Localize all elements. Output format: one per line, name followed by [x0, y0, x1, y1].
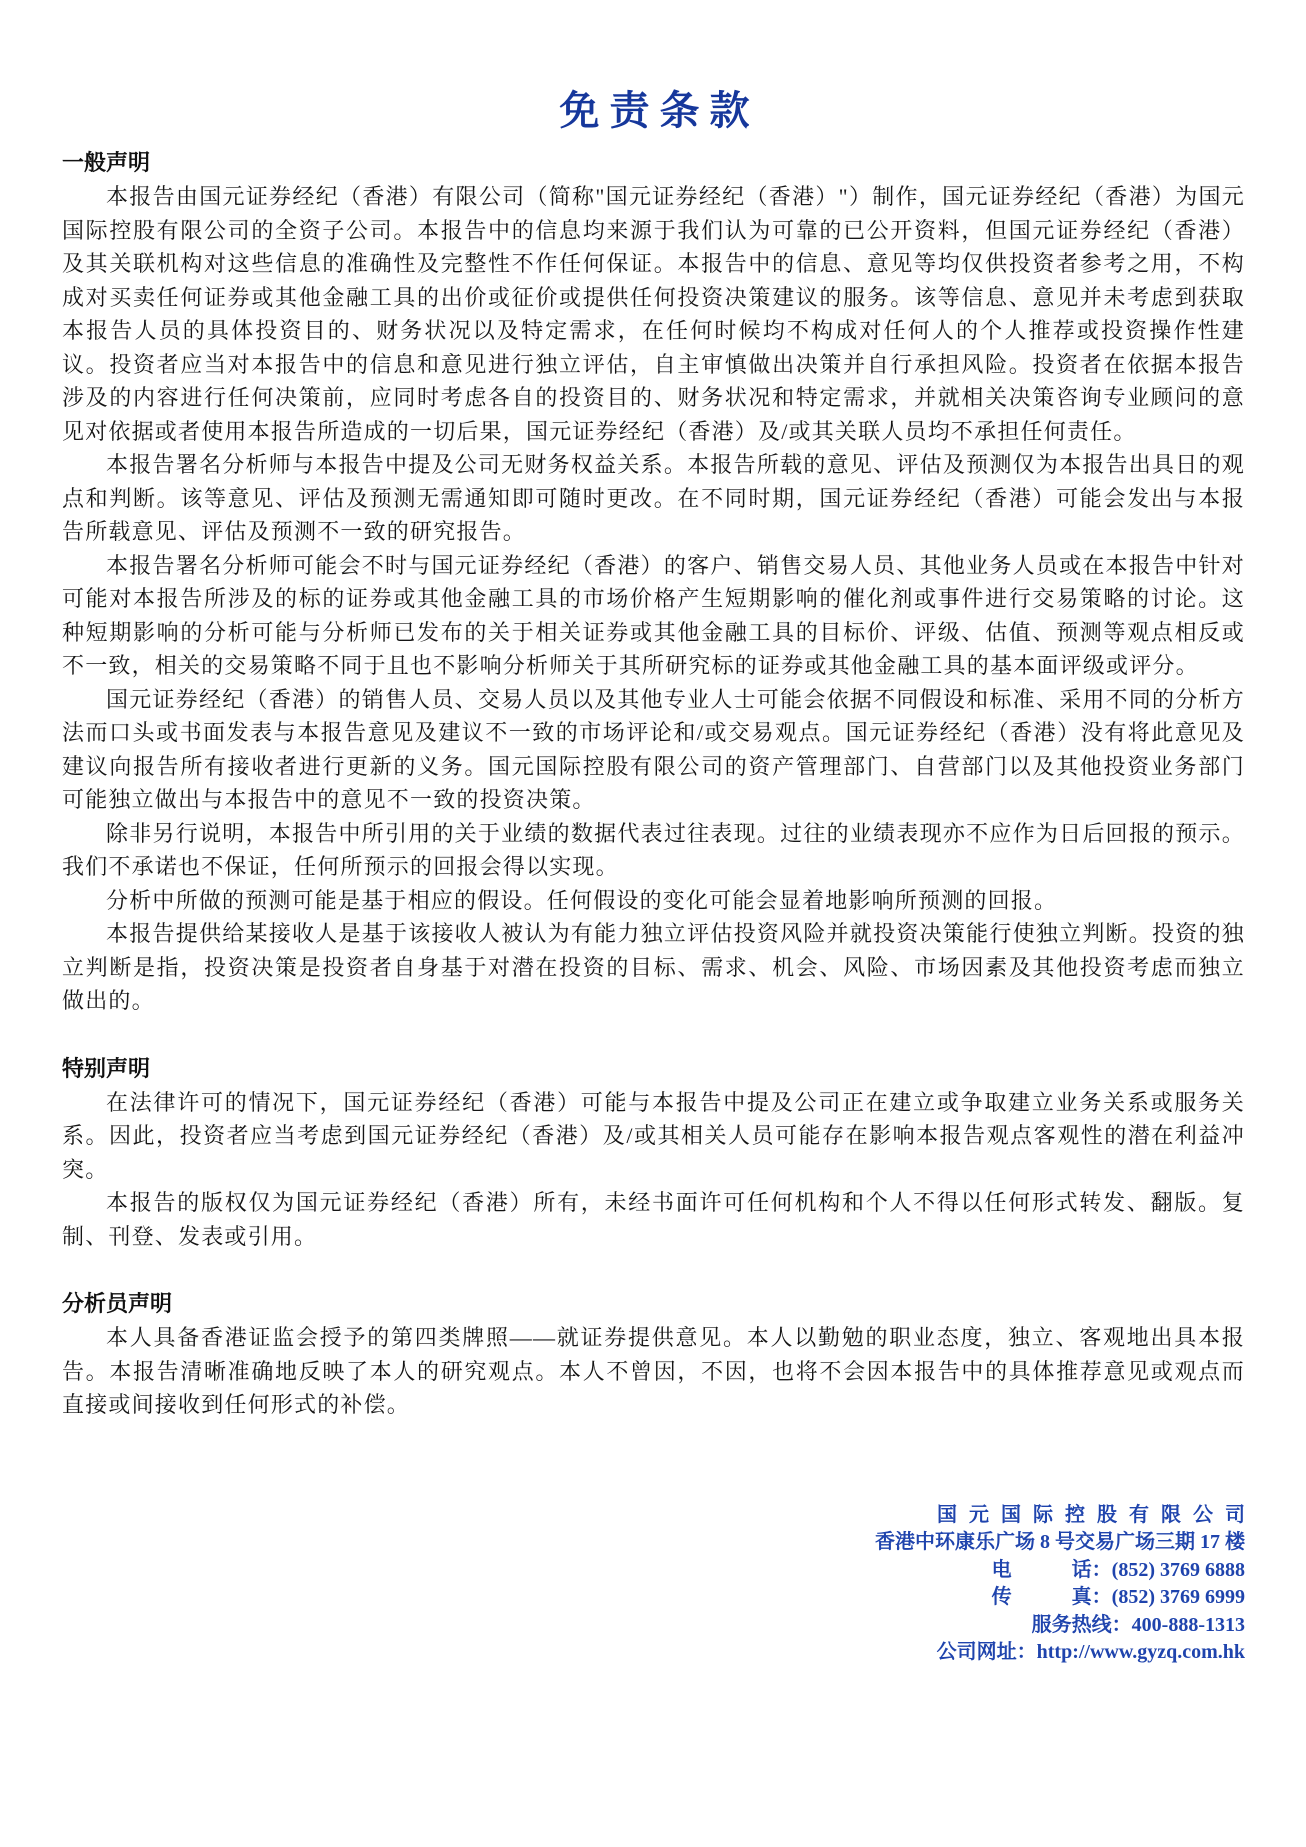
hotline-line: 服务热线：400-888-1313: [1031, 1613, 1245, 1636]
special-statement-heading: 特别声明: [62, 1055, 151, 1081]
company-name: 国元国际控股有限公司: [937, 1503, 1257, 1526]
page-title: 免责条款: [559, 88, 760, 133]
special-paragraph-2: 本报告的版权仅为国元证券经纪（香港）所有，未经书面许可任何机构和个人不得以任何形式转发、翻版。复制、刊登、发表或引用。: [62, 1190, 1245, 1249]
company-contact-footer: [62, 1502, 1257, 1667]
special-paragraph-1: 在法律许可的情况下，国元证券经纪（香港）可能与本报告中提及公司正在建立或争取建立业务关系或服务关系。因此，投资者应当考虑到国元证券经纪（香港）及/或其相关人员可能存在影响本报告观点客观性的潜在利益冲突。: [62, 1089, 1245, 1182]
general-paragraph-4: 国元证券经纪（香港）的销售人员、交易人员以及其他专业人士可能会依据不同假设和标准、采用不同的分析方法而口头或书面发表与本报告意见及建议不一致的市场评论和/或交易观点。国元证券经纪（香港）没有将此意见及建议向报告所有接收者进行更新的义务。国元国际控股有限公司的资产管理部门、自营部门以及其他投资业务部门可能独立做出与本报告中的意见不一致的投资决策。: [62, 686, 1245, 812]
general-paragraph-2: 本报告署名分析师与本报告中提及公司无财务权益关系。本报告所载的意见、评估及预测仅为本报告出具日的观点和判断。该等意见、评估及预测无需通知即可随时更改。在不同时期，国元证券经纪（香港）可能会发出与本报告所载意见、评估及预测不一致的研究报告。: [62, 452, 1245, 544]
general-paragraph-1: 本报告由国元证券经纪（香港）有限公司（简称"国元证券经纪（香港）"）制作，国元证券经纪（香港）为国元国际控股有限公司的全资子公司。本报告中的信息均来源于我们认为可靠的已公开资料，但国元证券经纪（香港）及其关联机构对这些信息的准确性及完整性不作任何保证。本报告中的信息、意见等均仅供投资者参考之用，不构成对买卖任何证券或其他金融工具的出价或征价或提供任何投资决策建议的服务。该等信息、意见并未考虑到获取本报告人员的具体投资目的、财务状况以及特定需求，在任何时候均不构成对任何人的个人推荐或投资操作性建议。投资者应当对本报告中的信息和意见进行独立评估，自主审慎做出决策并自行承担风险。投资者在依据本报告涉及的内容进行任何决策前，应同时考虑各自的投资目的、财务状况和特定需求，并就相关决策咨询专业顾问的意见对依据或者使用本报告所造成的一切后果，国元证券经纪（香港）及/或其关联人员均不承担任何责任。: [62, 184, 1245, 444]
analyst-paragraph-1: 本人具备香港证监会授予的第四类牌照——就证券提供意见。本人以勤勉的职业态度，独立、客观地出具本报告。本报告清晰准确地反映了本人的研究观点。本人不曾因，不因，也将不会因本报告中的具体推荐意见或观点而直接或间接收到任何形式的补偿。: [62, 1325, 1245, 1417]
general-paragraph-5: 除非另行说明，本报告中所引用的关于业绩的数据代表过往表现。过往的业绩表现亦不应作为日后回报的预示。我们不承诺也不保证，任何所预示的回报会得以实现。: [62, 820, 1245, 879]
section-general-statement: [62, 146, 1245, 1018]
phone-line: 电 话：(852) 3769 6888: [991, 1558, 1245, 1581]
company-address: 香港中环康乐广场 8 号交易广场三期 17 楼: [875, 1531, 1245, 1553]
general-statement-heading: 一般声明: [62, 150, 151, 175]
analyst-statement-heading: 分析员声明: [62, 1291, 173, 1316]
website-line[interactable]: 公司网址：http://www.gyzq.com.hk: [936, 1641, 1245, 1663]
general-paragraph-6: 分析中所做的预测可能是基于相应的假设。任何假设的变化可能会显着地影响所预测的回报。: [106, 887, 1058, 913]
general-paragraph-3: 本报告署名分析师可能会不时与国元证券经纪（香港）的客户、销售交易人员、其他业务人员或在本报告中针对可能对本报告所涉及的标的证券或其他金融工具的市场价格产生短期影响的催化剂或事件进行交易策略的讨论。这种短期影响的分析可能与分析师已发布的关于相关证券或其他金融工具的目标价、评级、估值、预测等观点相反或不一致，相关的交易策略不同于且也不影响分析师关于其所研究标的证券或其他金融工具的基本面评级或评分。: [62, 552, 1245, 678]
section-special-statement: [62, 1052, 1245, 1254]
section-analyst-statement: [62, 1287, 1245, 1422]
general-paragraph-7: 本报告提供给某接收人是基于该接收人被认为有能力独立评估投资风险并就投资决策能行使独立判断。投资的独立判断是指，投资决策是投资者自身基于对潜在投资的目标、需求、机会、风险、市场因素及其他投资考虑而独立做出的。: [62, 921, 1245, 1013]
fax-line: 传 真：(852) 3769 6999: [991, 1586, 1245, 1608]
